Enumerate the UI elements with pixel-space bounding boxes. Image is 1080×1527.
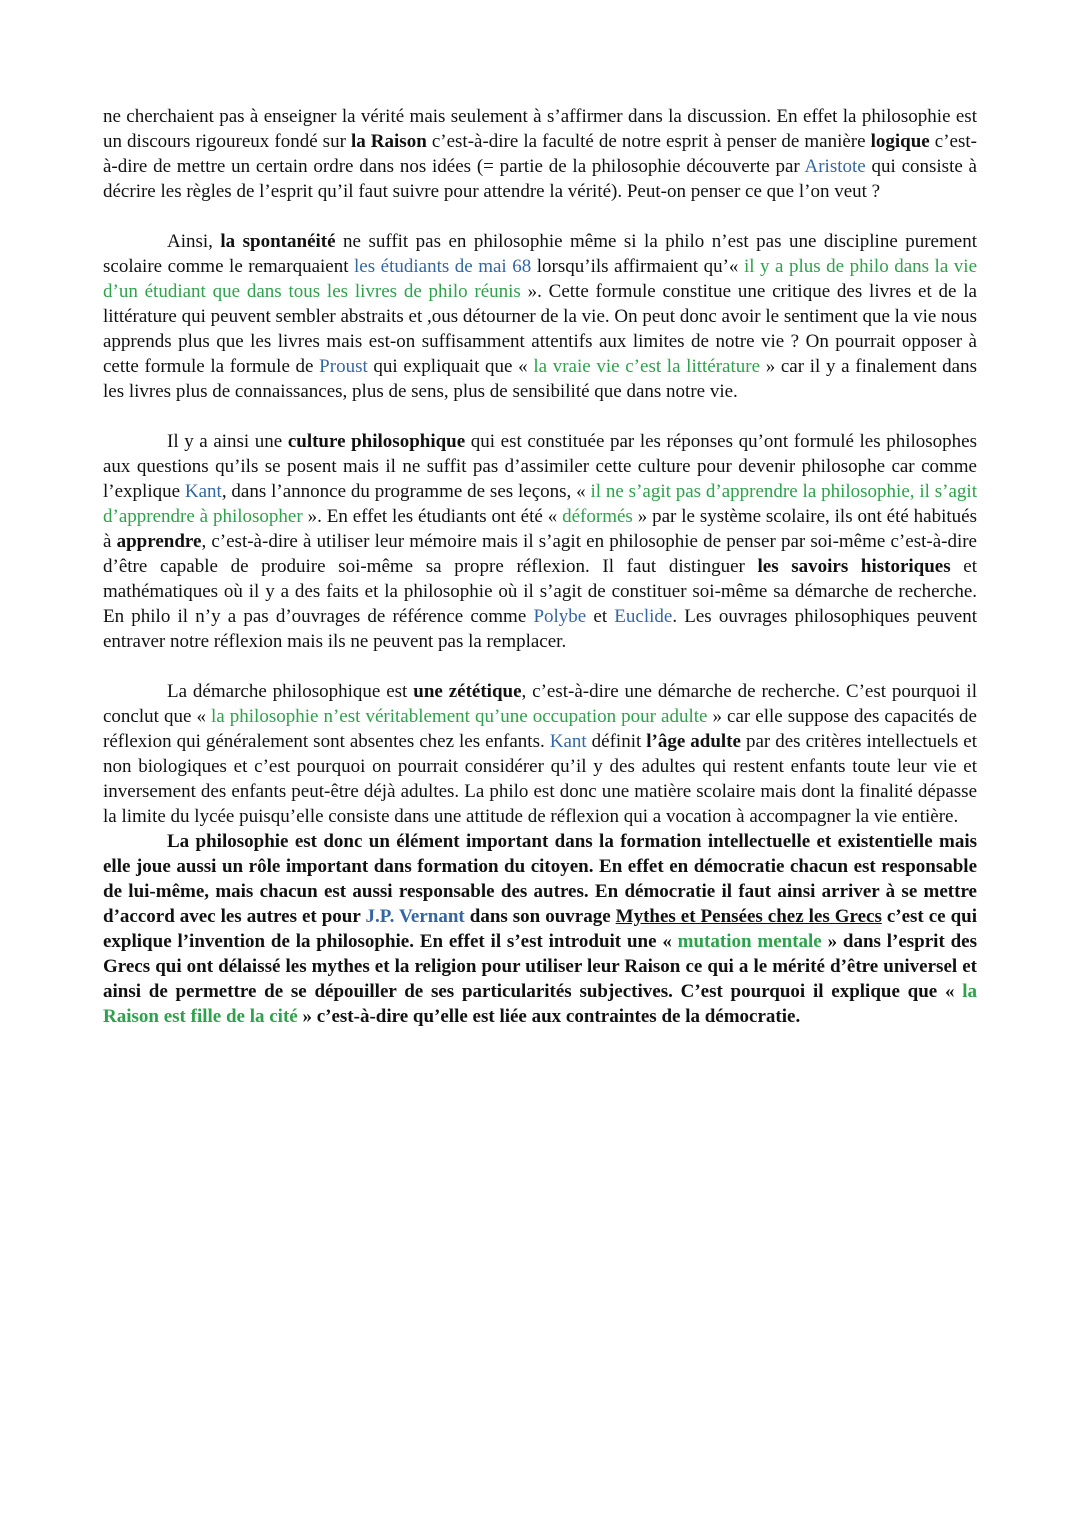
text: , c’est-à-dire une démarche de recherche. C’est pourquoi il conclut que « bbox=[103, 681, 977, 727]
text: qui est constituée par les réponses qu’ont formulé les philosophes aux questions qu’ils se posent mais il ne suffit pas d’assimiler cette culture pour devenir philosophe car comme l’explique bbox=[103, 431, 978, 502]
quotation: déformés bbox=[562, 506, 633, 527]
quotation: il ne s’agit pas d’apprendre la philosophie, il s’agit d’apprendre à philosopher bbox=[103, 481, 977, 527]
text: » par le système scolaire, ils ont été habitués à bbox=[103, 506, 977, 552]
text: » car il y a finalement dans les livres plus de connaissances, plus de sens, plus de sensibilité que dans notre vie. bbox=[103, 356, 978, 402]
bold-text: une zététique bbox=[413, 681, 522, 702]
paragraph bbox=[103, 679, 977, 829]
bold-text: la Raison bbox=[350, 131, 427, 152]
text: c’est ce qui explique l’invention de la philosophie. En effet il s’est introduit une « bbox=[103, 906, 978, 952]
name-reference: Kant bbox=[549, 731, 587, 752]
text: ». En effet les étudiants ont été « bbox=[302, 506, 563, 527]
text: Il y a ainsi une bbox=[167, 431, 288, 452]
text: , dans l’annonce du programme de ses leçons, « bbox=[221, 481, 591, 502]
text: et mathématiques où il y a des faits et la philosophie où il s’agit de constituer soi-même sa démarche de recherche. En philo il n’y a pas d’ouvrages de référence comme bbox=[103, 556, 977, 627]
quotation: mutation mentale bbox=[677, 931, 822, 952]
text: . Les ouvrages philosophiques peuvent entraver notre réflexion mais ils ne peuvent pas la remplacer. bbox=[103, 606, 977, 652]
text: » dans l’esprit des Grecs qui ont délaissé les mythes et la religion pour utiliser leur Raison ce qui a le mérité d’être universel et ainsi de permettre de se dépouiller de ses particularités subjectives. C’est pourquoi il explique que « bbox=[103, 931, 977, 1002]
text: c’est-à-dire de mettre un certain ordre dans nos idées (= partie de la philosophie découverte par bbox=[103, 131, 977, 177]
quotation: la vraie vie c’est la littérature bbox=[533, 356, 761, 377]
name-reference: Proust bbox=[319, 356, 368, 377]
text: et bbox=[586, 606, 615, 627]
bold-text: les savoirs historiques bbox=[757, 556, 951, 577]
name-reference: Euclide bbox=[614, 606, 673, 627]
quotation: la philosophie n’est véritablement qu’une occupation pour adulte bbox=[211, 706, 708, 727]
text: dans son ouvrage bbox=[464, 906, 616, 927]
quotation: il y a plus de philo dans la vie d’un étudiant que dans tous les livres de philo réunis bbox=[103, 256, 977, 302]
bold-text: la spontanéité bbox=[220, 231, 336, 252]
text: qui consiste à décrire les règles de l’esprit qu’il faut suivre pour attendre la vérité). Peut-on penser ce que l’on veut ? bbox=[103, 156, 977, 202]
text: La démarche philosophique est bbox=[167, 681, 414, 702]
text: La philosophie est donc un élément important dans la formation intellectuelle et existentielle mais elle joue aussi un rôle important dans formation du citoyen. En effet en démocratie chacun est responsable de lui-même, mais chacun est aussi responsable des autres. En démocratie il faut ainsi arriver à se mettre d’accord avec les autres et pour bbox=[103, 831, 977, 927]
text: , c’est-à-dire à utiliser leur mémoire mais il s’agit en philosophie de penser par soi-même c’est-à-dire d’être capable de produire soi-même sa propre réflexion. Il faut distinguer bbox=[103, 531, 977, 577]
text: ». Cette formule constitue une critique des livres et de la littérature qui peuvent sembler abstraits et ,ous détourner de la vie. On peut donc avoir le sentiment que la vie nous apprends plus que les livres mais est-on suffisamment attentifs aux limites de notre vie ? On pourrait opposer à cette formule la formule de bbox=[103, 281, 977, 377]
quotation: la Raison est fille de la cité bbox=[103, 981, 977, 1027]
bold-text: logique bbox=[870, 131, 930, 152]
bold-text: apprendre bbox=[116, 531, 202, 552]
book-title: Mythes et Pensées chez les Grecs bbox=[615, 906, 882, 927]
paragraph bbox=[103, 429, 977, 654]
name-reference: Aristote bbox=[804, 156, 866, 177]
text: c’est-à-dire la faculté de notre esprit à penser de manière bbox=[426, 131, 871, 152]
text: ne suffit pas en philosophie même si la philo n’est pas une discipline purement scolaire comme le remarquaient bbox=[103, 231, 977, 277]
text: Ainsi, bbox=[167, 231, 221, 252]
text: ne cherchaient pas à enseigner la vérité mais seulement à s’affirmer dans la discussion. En effet la philosophie est un discours rigoureux fondé sur bbox=[103, 106, 977, 152]
text: qui expliquait que « bbox=[367, 356, 534, 377]
bold-text: culture philosophique bbox=[287, 431, 466, 452]
name-reference: J.P. Vernant bbox=[365, 906, 465, 927]
bold-text: l’âge adulte bbox=[646, 731, 741, 752]
paragraph bbox=[103, 104, 977, 204]
paragraph bbox=[103, 229, 977, 404]
name-reference: Polybe bbox=[533, 606, 587, 627]
paragraph bbox=[103, 829, 977, 1029]
text: » c’est-à-dire qu’elle est liée aux contraintes de la démocratie. bbox=[297, 1006, 801, 1027]
document-page bbox=[103, 104, 977, 1054]
text: » car elle suppose des capacités de réflexion qui généralement sont absentes chez les enfants. bbox=[103, 706, 977, 752]
text: définit bbox=[586, 731, 647, 752]
text: par des critères intellectuels et non biologiques et c’est pourquoi on pourrait considérer qu’il y des adultes qui restent enfants toute leur vie et inversement des enfants peut-être déjà adultes. La philo est donc une matière scolaire mais dont la finalité dépasse la limite du lycée puisqu’elle consiste dans une attitude de réflexion qui a vocation à accompagner la vie entière. bbox=[103, 731, 977, 827]
text: lorsqu’ils affirmaient qu’« bbox=[531, 256, 744, 277]
name-reference: Kant bbox=[184, 481, 222, 502]
name-reference: les étudiants de mai 68 bbox=[354, 256, 532, 277]
